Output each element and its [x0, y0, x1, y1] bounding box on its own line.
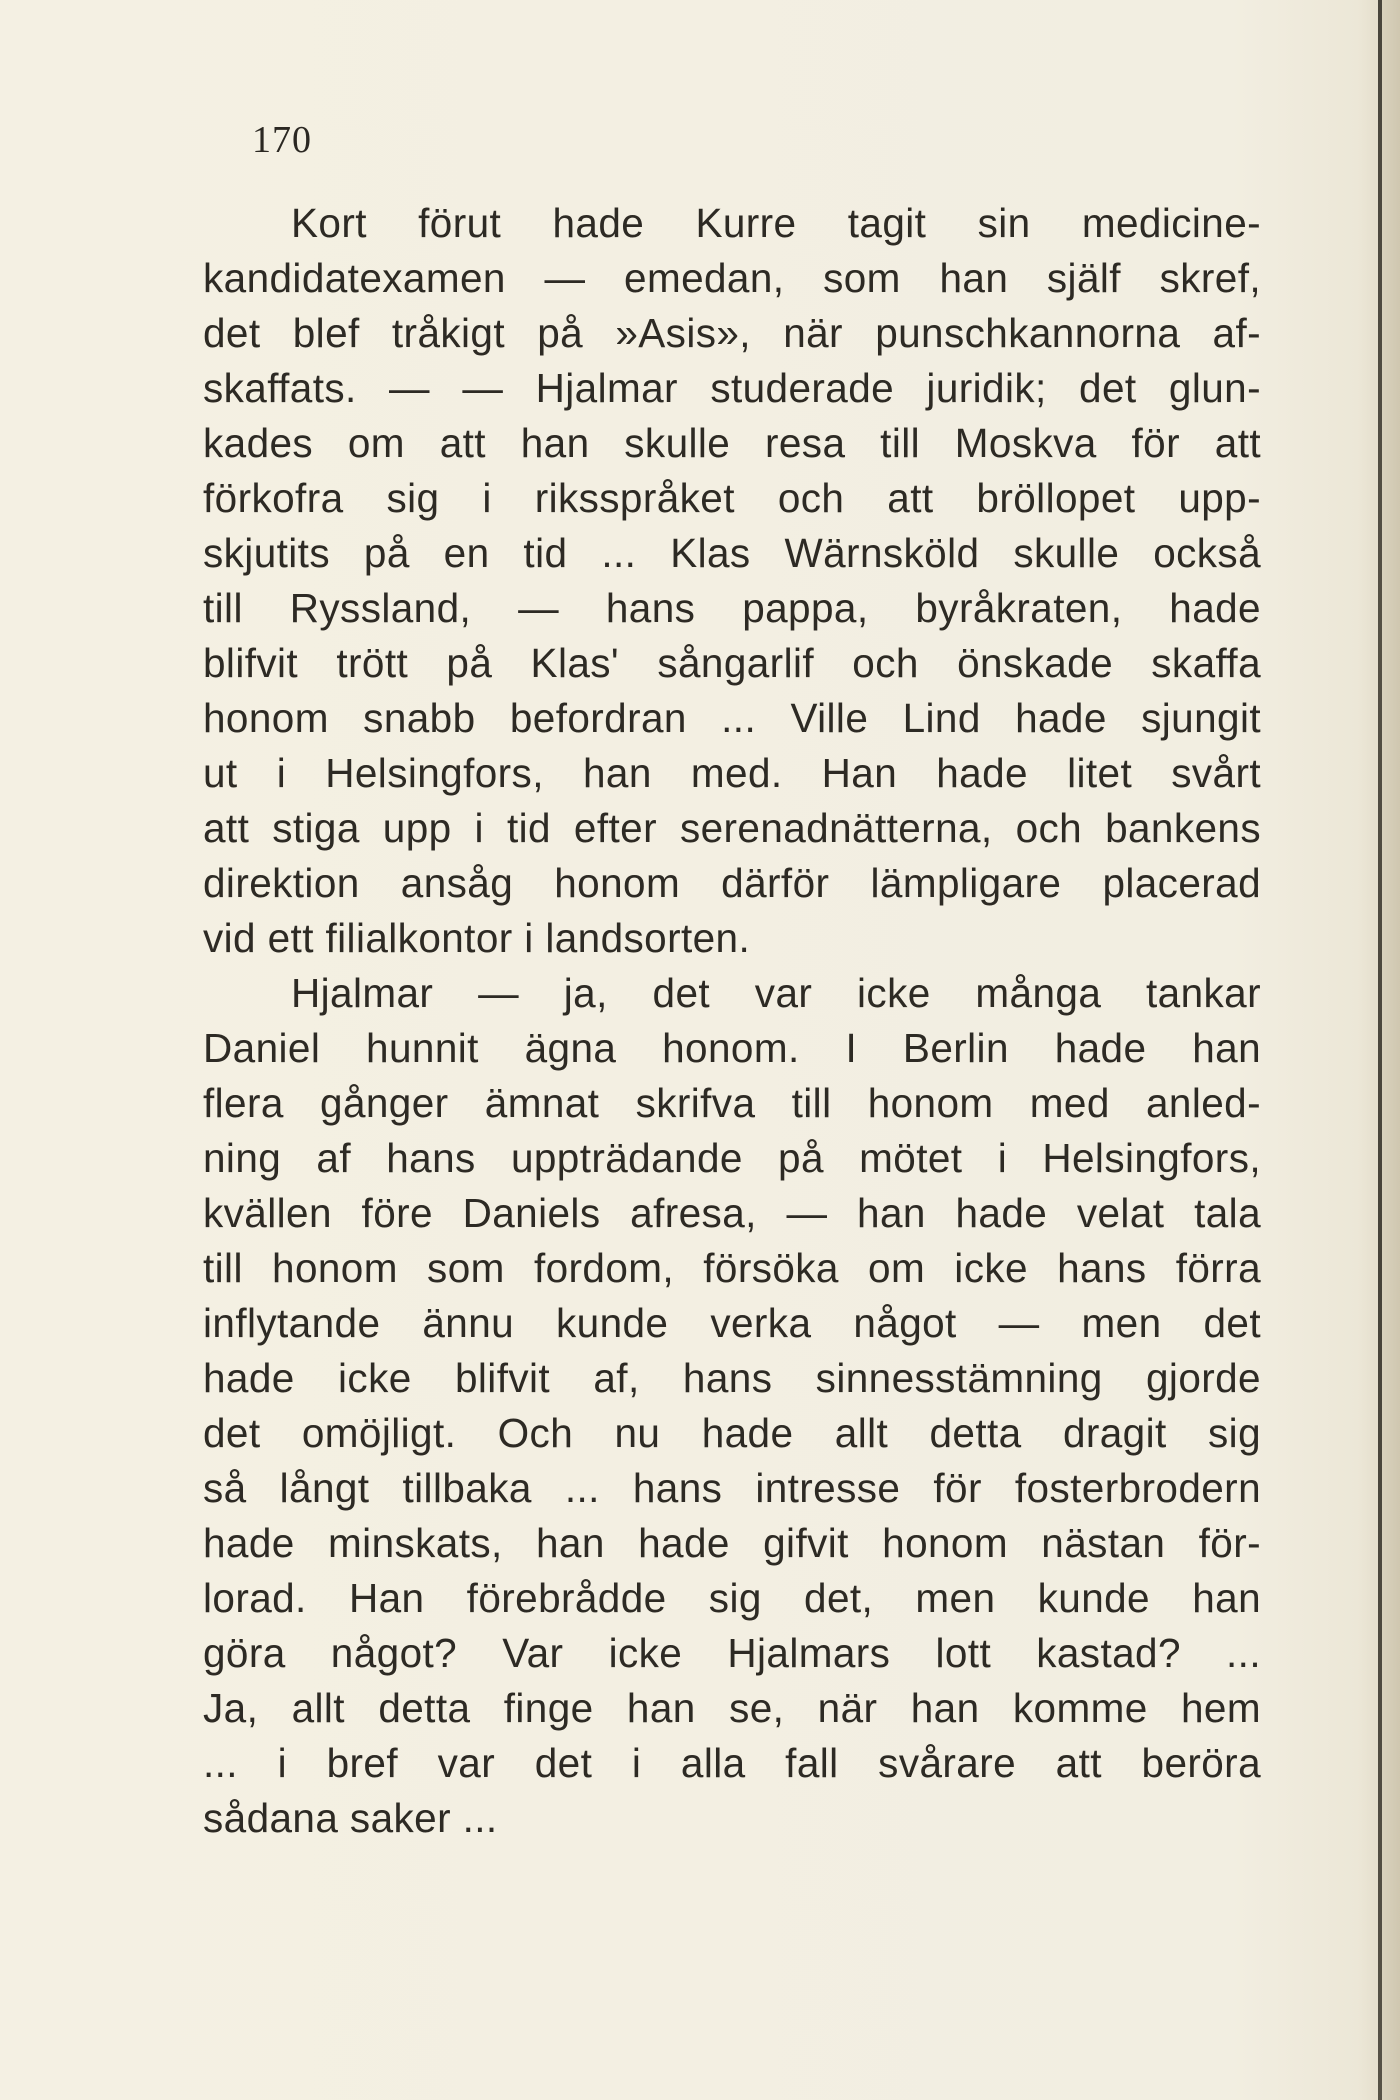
text-line: Daniel hunnit ägna honom. I Berlin hade han: [203, 1025, 1261, 1071]
body-text: [203, 196, 1261, 1846]
text-line: till Ryssland, — hans pappa, byråkraten, hade: [203, 585, 1261, 631]
text-line: kvällen före Daniels afresa, — han hade velat tala: [203, 1190, 1261, 1236]
text-line: det blef tråkigt på »Asis», när punschkannorna af-: [203, 310, 1261, 356]
text-line: att stiga upp i tid efter serenadnätterna, och bankens: [203, 805, 1261, 851]
page-edge-shadow: [1382, 0, 1400, 2100]
text-line: ning af hans uppträdande på mötet i Helsingfors,: [203, 1135, 1261, 1181]
text-line: honom snabb befordran ... Ville Lind hade sjungit: [203, 695, 1261, 741]
text-line: kandidatexamen — emedan, som han själf skref,: [203, 255, 1261, 301]
text-line: Ja, allt detta finge han se, när han komme hem: [203, 1685, 1261, 1731]
text-line: så långt tillbaka ... hans intresse för fosterbrodern: [203, 1465, 1261, 1511]
text-line: ut i Helsingfors, han med. Han hade litet svårt: [203, 750, 1261, 796]
text-line: förkofra sig i riksspråket och att bröllopet upp-: [203, 475, 1261, 521]
text-line: kades om att han skulle resa till Moskva för att: [203, 420, 1261, 466]
text-line: sådana saker ...: [203, 1795, 498, 1841]
text-line: flera gånger ämnat skrifva till honom med anled-: [203, 1080, 1261, 1126]
text-line: ... i bref var det i alla fall svårare att beröra: [203, 1740, 1261, 1786]
text-line: hade icke blifvit af, hans sinnesstämning gjorde: [203, 1355, 1261, 1401]
text-line: det omöjligt. Och nu hade allt detta dragit sig: [203, 1410, 1261, 1456]
text-line: inflytande ännu kunde verka något — men det: [203, 1300, 1261, 1346]
text-line: hade minskats, han hade gifvit honom nästan för-: [203, 1520, 1261, 1566]
text-line: blifvit trött på Klas' sångarlif och önskade skaffa: [203, 640, 1261, 686]
text-line: lorad. Han förebrådde sig det, men kunde han: [203, 1575, 1261, 1621]
text-line: skaffats. — — Hjalmar studerade juridik; det glun-: [203, 365, 1261, 411]
text-line: Hjalmar — ja, det var icke många tankar: [291, 970, 1261, 1016]
text-line: till honom som fordom, försöka om icke hans förra: [203, 1245, 1261, 1291]
text-line: skjutits på en tid ... Klas Wärnsköld skulle också: [203, 530, 1261, 576]
page-binding-edge: [1378, 0, 1382, 2100]
text-line: vid ett filialkontor i landsorten.: [203, 915, 751, 961]
text-line: direktion ansåg honom därför lämpligare placerad: [203, 860, 1261, 906]
text-line: Kort förut hade Kurre tagit sin medicine-: [291, 200, 1261, 246]
page-number: 170: [252, 119, 312, 161]
text-line: göra något? Var icke Hjalmars lott kastad? ...: [203, 1630, 1261, 1676]
